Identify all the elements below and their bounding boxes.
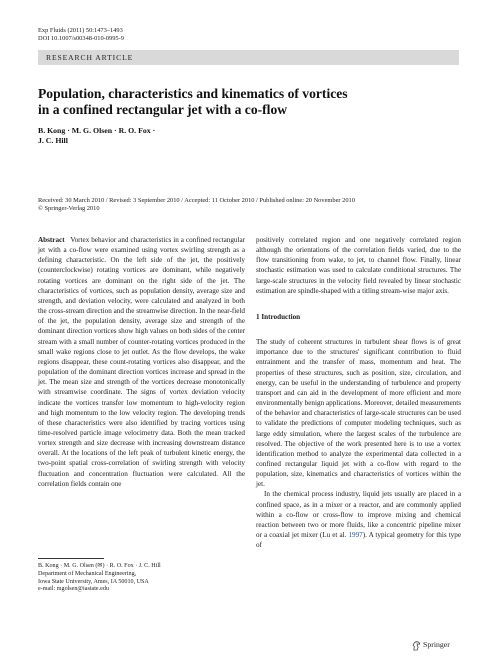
authors-line-2: J. C. Hill bbox=[38, 136, 68, 146]
intro-paragraph-2-end: ). A typical geometry for this type of bbox=[256, 531, 461, 550]
footnote-university: Iowa State University, Ames, IA 50010, USA bbox=[38, 578, 149, 585]
footnote-email: e-mail: mgolsen@iastate.edu bbox=[38, 586, 109, 593]
citation-link[interactable]: 1997 bbox=[348, 531, 363, 540]
abstract-label: Abstract bbox=[38, 236, 65, 244]
springer-horse-icon bbox=[412, 641, 421, 651]
intro-paragraph-2 bbox=[256, 489, 461, 550]
left-column bbox=[38, 235, 245, 489]
authors-line-1: B. Kong · M. G. Olsen · R. O. Fox · bbox=[38, 126, 156, 135]
abstract-paragraph bbox=[38, 235, 245, 489]
section-heading-introduction: 1 Introduction bbox=[256, 312, 301, 321]
right-column bbox=[256, 235, 461, 550]
footnote-department: Department of Mechanical Engineering, bbox=[38, 570, 137, 577]
publisher-name: Springer bbox=[423, 640, 450, 649]
article-title bbox=[38, 86, 458, 119]
footnote-authors: B. Kong · M. G. Olsen (✉) · R. O. Fox · J. C. Hill bbox=[38, 563, 161, 569]
journal-info bbox=[38, 27, 124, 43]
author-list bbox=[38, 126, 458, 147]
author-affiliation-footnote bbox=[38, 563, 245, 594]
journal-citation: Exp Fluids (2011) 50:1473–1493 bbox=[38, 27, 123, 34]
copyright-line: © Springer-Verlag 2010 bbox=[38, 205, 100, 213]
doi: DOI 10.1007/s00348-010-0995-9 bbox=[38, 35, 124, 42]
footnote-divider bbox=[38, 558, 104, 559]
intro-paragraph-2-start: In the chemical process industry, liquid jets usually are placed in a confined space, as in a mixer or a reactor, and are commonly applied within a co-flow or cross-flow to improve mixing and chemical reaction between two or more fluids, like a concentric pipeline mixer or a coaxial jet mixer (Lu et al. bbox=[256, 490, 461, 540]
article-type-banner bbox=[38, 50, 459, 65]
title-line-1: Population, characteristics and kinematics of vortices bbox=[38, 86, 348, 101]
intro-paragraph-1: The study of coherent structures in turbulent shear flows is of great importance due to the structures' significant contribution to fluid entrainment and the transfer of mass, momentum and heat. The properties of these structures, such as position, size, circulation, and energy, can be useful in the understanding of turbulence and property transport and can aid in the development of more efficient and more environmentally benign applications. Moreover, detailed measurements of the behavior and characteristics of large-scale structures can be used to validate the predictions of computer modeling techniques, such as large eddy simulation, where the largest scales of the turbulence are resolved. The objective of the work presented here is to use a vortex identification method to analyze the experimental data collected in a confined rectangular liquid jet with a co-flow with regard to the population, size, kinematics and characteristics of vortices within the jet. bbox=[256, 338, 461, 489]
publication-history bbox=[38, 197, 458, 214]
article-type-label: RESEARCH ARTICLE bbox=[46, 53, 134, 62]
dates-line: Received: 30 March 2010 / Revised: 3 September 2010 / Accepted: 11 October 2010 / Published online: 20 November 2010 bbox=[38, 197, 355, 204]
abstract-continuation: positively correlated region and one negatively correlated region although the orientations of the correlation fields varied, due to the flow transitioning from wake, to jet, to channel flow. Finally, linear stochastic estimation was used to calculate conditional structures. The large-scale structures in the velocity field revealed by linear stochastic estimation are spindle-shaped with a titling stream-wise major axis. bbox=[256, 236, 461, 295]
title-line-2: in a confined rectangular jet with a co-flow bbox=[38, 102, 288, 118]
abstract-text: Vortex behavior and characteristics in a confined rectangular jet with a co-flow were examined using vortex swirling strength as a defining characteristic. On the left side of the jet, the positively (counterclockwise) rotating vortices are dominant, while negatively rotating vortices are dominant on the right side of the jet. The characteristics of vortices, such as population density, average size and strength, and deviation velocity, were calculated and analyzed in both the cross-stream direction and the streamwise direction. In the near-field of the jet, the population density, average size and strength of the dominant direction vortices show high values on both sides of the center stream with a small number of counter-rotating vortices produced in the small wake regions close to jet outlet. As the flow develops, the wake regions disappear, these count-rotating vortices also disappear, and the population of the dominant direction vortices increase and spread in the jet. The mean size and strength of the vortices decrease monotonically with streamwise coordinate. The signs of vortex deviation velocity indicate the vortices transfer low momentum to high-velocity region and high momentum to the low velocity region. The developing trends of these characteristics were also identified by tracing vortices using time-resolved particle image velocimetry data. Both the mean tracked vortex strength and size decrease with increasing downstream distance overall. At the locations of the left peak of turbulent kinetic energy, the two-point spatial cross-correlation of swirling strength with velocity fluctuation and concentration fluctuation were calculated. All the correlation fields contain one bbox=[38, 236, 245, 488]
